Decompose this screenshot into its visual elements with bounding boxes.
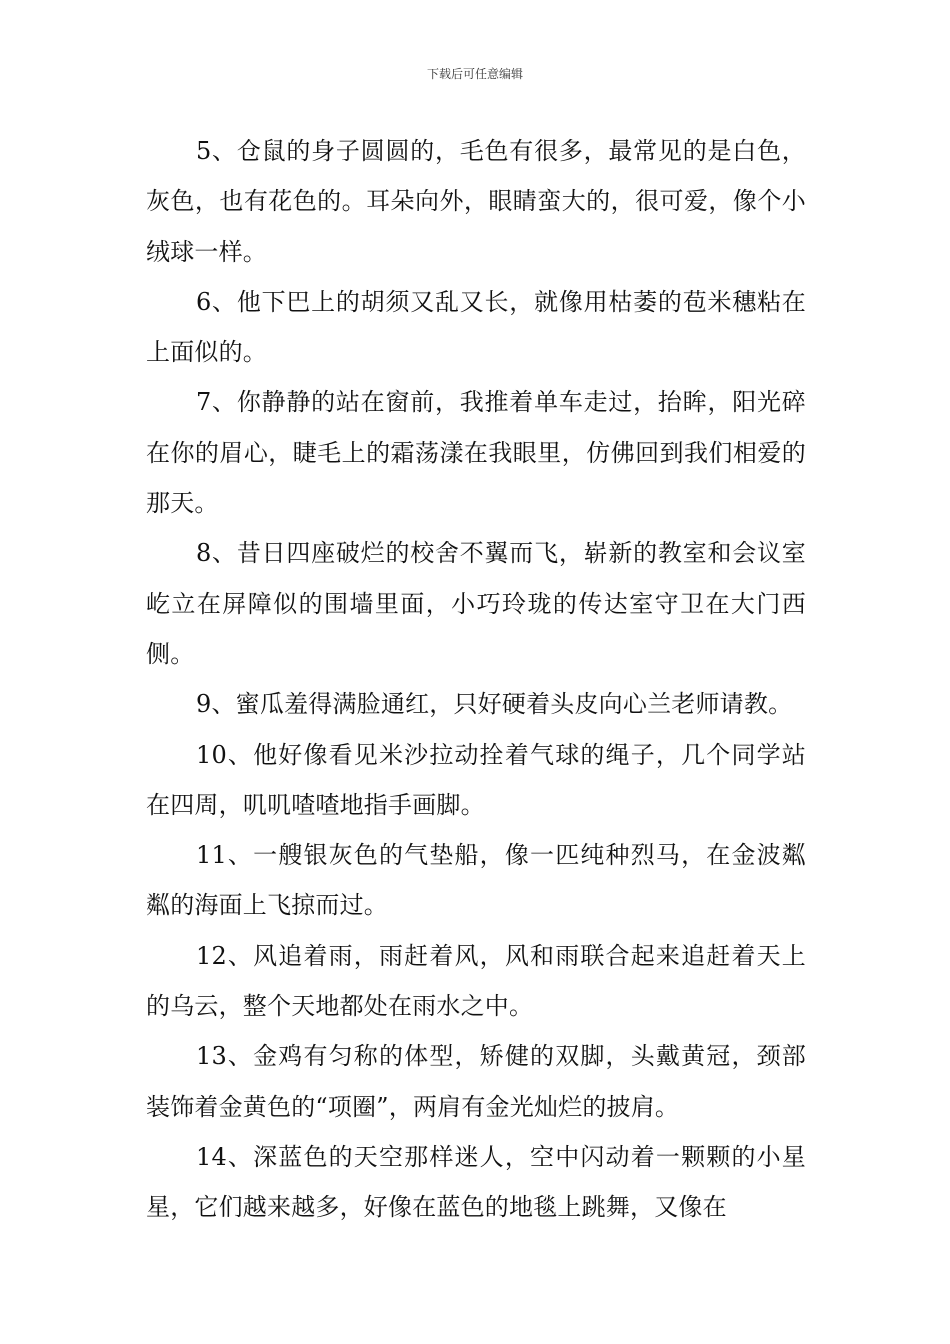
paragraph-11: 11、一艘银灰色的气垫船，像一匹纯种烈马，在金波粼粼的海面上飞掠而过。: [146, 841, 806, 920]
paragraph-5: 5、仓鼠的身子圆圆的，毛色有很多，最常见的是白色，灰色，也有花色的。耳朵向外，眼睛蛮大的，很可爱，像个小绒球一样。: [146, 137, 806, 266]
paragraph-12: 12、风追着雨，雨赶着风，风和雨联合起来追赶着天上的乌云，整个天地都处在雨水之中。: [146, 941, 806, 1021]
paragraph-10: 10、他好像看见米沙拉动拴着气球的绳子，几个同学站在四周，叽叽喳喳地指手画脚。: [146, 740, 806, 819]
paragraph-6: 6、他下巴上的胡须又乱又长，就像用枯萎的苞米穗粘在上面似的。: [146, 287, 806, 367]
paragraph-8: 8、昔日四座破烂的校舍不翼而飞，崭新的教室和会议室屹立在屏障似的围墙里面，小巧玲珑的传达室守卫在大门西侧。: [146, 539, 806, 668]
paragraph-14: 14、深蓝色的天空那样迷人，空中闪动着一颗颗的小星星，它们越来越多，好像在蓝色的地毯上跳舞，又像在: [146, 1142, 806, 1222]
page-header: 下载后可任意编辑: [426, 67, 523, 81]
paragraph-13: 13、金鸡有匀称的体型，矫健的双脚，头戴黄冠，颈部装饰着金黄色的“项圈”，两肩有金光灿烂的披肩。: [146, 1042, 806, 1121]
document-body: [146, 126, 806, 1233]
paragraph-7: 7、你静静的站在窗前，我推着单车走过，抬眸，阳光碎在你的眉心，睫毛上的霜荡漾在我眼里，仿佛回到我们相爱的那天。: [146, 388, 806, 518]
paragraph-9: 9、蜜瓜羞得满脸通红，只好硬着头皮向心兰老师请教。: [196, 690, 793, 719]
